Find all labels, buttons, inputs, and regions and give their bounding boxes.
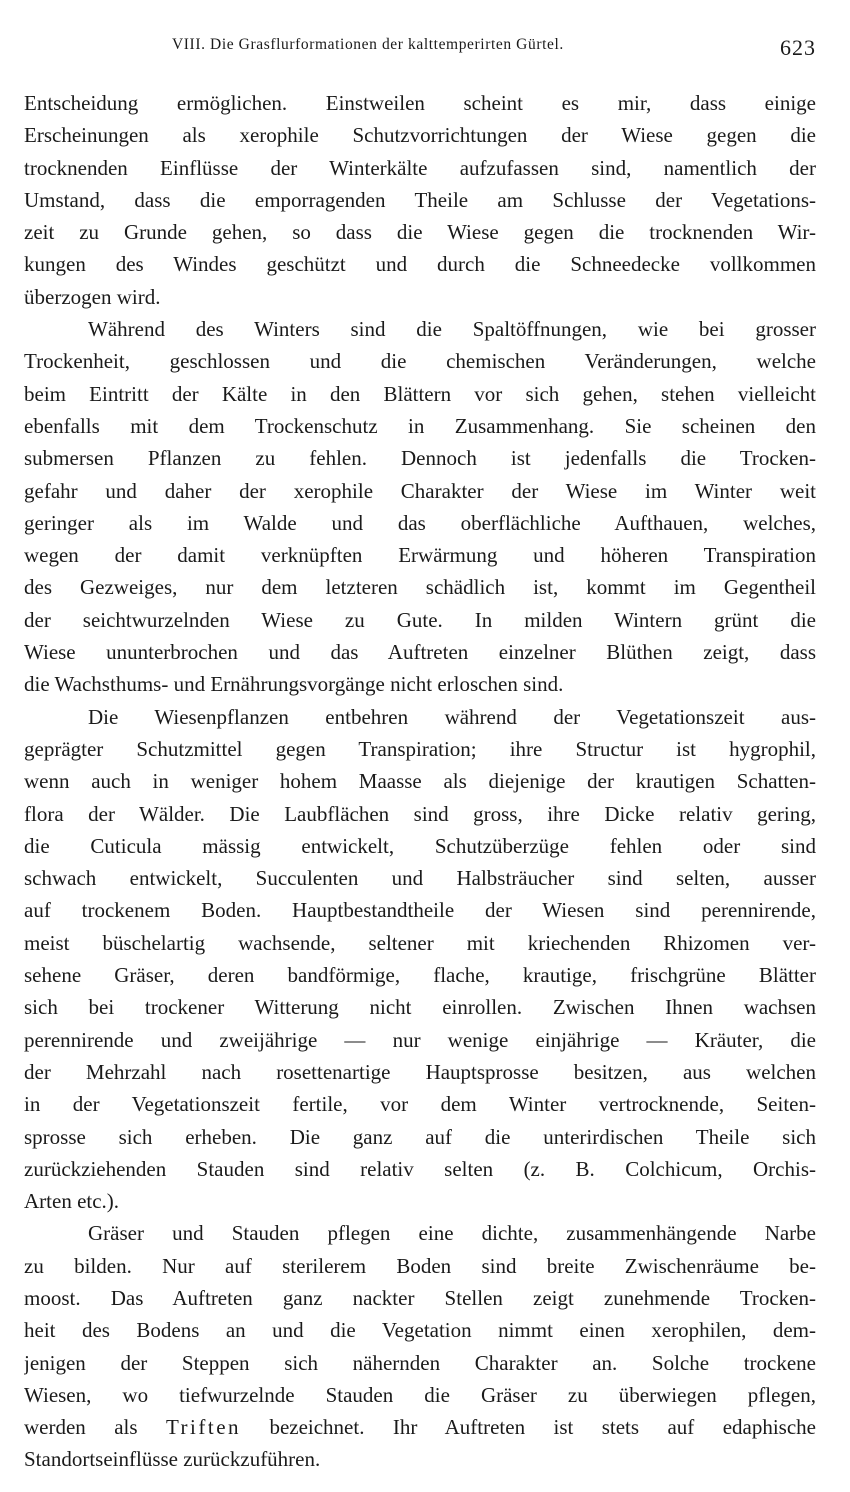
text-line: schwach entwickelt, Succulenten und Halbsträucher sind selten, ausser <box>24 866 816 891</box>
text-line: flora der Wälder. Die Laubflächen sind gross, ihre Dicke relativ gering, <box>24 801 816 826</box>
paragraph-1 <box>24 87 816 313</box>
text-line: sich bei trockener Witterung nicht einrollen. Zwischen Ihnen wachsen <box>24 995 816 1020</box>
text-line: Während des Winters sind die Spaltöffnungen, wie bei grosser <box>88 317 816 342</box>
body-text <box>24 87 816 1476</box>
text-fragment: bezeichnet. Ihr Auftreten ist stets auf edaphische <box>241 1415 816 1440</box>
running-title: VIII. Die Grasflurformationen der kalttemperirten Gürtel. <box>172 36 564 53</box>
text-line: meist büschelartig wachsende, seltener mit kriechenden Rhizomen ver- <box>24 930 816 955</box>
text-line: moost. Das Auftreten ganz nackter Stellen zeigt zunehmende Trocken- <box>24 1285 816 1310</box>
text-line: in der Vegetationszeit fertile, vor dem Winter vertrocknende, Seiten- <box>24 1092 816 1117</box>
text-line: perennirende und zweijährige — nur wenige einjährige — Kräuter, die <box>24 1027 816 1052</box>
text-line <box>24 1411 816 1443</box>
text-line: die Wachsthums- und Ernährungsvorgänge nicht erloschen sind. <box>24 672 564 697</box>
text-line: gefahr und daher der xerophile Charakter der Wiese im Winter weit <box>24 478 816 503</box>
text-line: geprägter Schutzmittel gegen Transpiration; ihre Structur ist hygrophil, <box>24 736 816 761</box>
text-line: submersen Pflanzen zu fehlen. Dennoch ist jedenfalls die Trocken- <box>24 446 816 471</box>
text-line: zeit zu Grunde gehen, so dass die Wiese gegen die trocknenden Wir- <box>24 220 816 245</box>
text-line: kungen des Windes geschützt und durch die Schneedecke vollkommen <box>24 252 816 277</box>
page-number: 623 <box>780 35 816 60</box>
text-line: Die Wiesenpflanzen entbehren während der Vegetationszeit aus- <box>88 704 816 729</box>
text-line: auf trockenem Boden. Hauptbestandtheile der Wiesen sind perennirende, <box>24 898 816 923</box>
text-line: Gräser und Stauden pflegen eine dichte, zusammenhängende Narbe <box>88 1221 816 1246</box>
text-line: überzogen wird. <box>24 284 161 309</box>
text-line: sehene Gräser, deren bandförmige, flache, krautige, frischgrüne Blätter <box>24 963 816 988</box>
text-fragment: werden als <box>24 1415 166 1440</box>
text-line: Entscheidung ermöglichen. Einstweilen scheint es mir, dass einige <box>24 91 816 115</box>
spaced-term: Triften <box>165 1415 242 1440</box>
text-line: wegen der damit verknüpften Erwärmung und höheren Transpiration <box>24 543 816 568</box>
text-line: Standortseinflüsse zurückzuführen. <box>24 1447 321 1472</box>
text-line: Wiesen, wo tiefwurzelnde Stauden die Gräser zu überwiegen pflegen, <box>24 1382 816 1407</box>
text-line: Arten etc.). <box>24 1189 120 1214</box>
text-line: Erscheinungen als xerophile Schutzvorrichtungen der Wiese gegen die <box>24 123 816 148</box>
text-line: der seichtwurzelnden Wiese zu Gute. In milden Wintern grünt die <box>24 607 816 632</box>
text-line: die Cuticula mässig entwickelt, Schutzüberzüge fehlen oder sind <box>24 833 816 858</box>
text-line: sprosse sich erheben. Die ganz auf die unterirdischen Theile sich <box>24 1124 816 1149</box>
text-line: heit des Bodens an und die Vegetation nimmt einen xerophilen, dem- <box>24 1318 816 1343</box>
text-line: ebenfalls mit dem Trockenschutz in Zusammenhang. Sie scheinen den <box>24 413 816 438</box>
text-line: wenn auch in weniger hohem Maasse als diejenige der krautigen Schatten- <box>24 769 816 794</box>
text-line: jenigen der Steppen sich nähernden Charakter an. Solche trockene <box>24 1350 816 1375</box>
text-line: trocknenden Einflüsse der Winterkälte aufzufassen sind, namentlich der <box>24 155 816 180</box>
paragraph-2 <box>24 313 816 701</box>
text-line: Trockenheit, geschlossen und die chemischen Veränderungen, welche <box>24 349 816 374</box>
text-line: Wiese ununterbrochen und das Auftreten einzelner Blüthen zeigt, dass <box>24 640 816 665</box>
text-line: des Gezweiges, nur dem letzteren schädlich ist, kommt im Gegentheil <box>24 575 816 600</box>
text-line: zu bilden. Nur auf sterilerem Boden sind breite Zwischenräume be- <box>24 1253 816 1278</box>
text-line: der Mehrzahl nach rosettenartige Hauptsprosse besitzen, aus welchen <box>24 1059 816 1084</box>
paragraph-4 <box>24 1217 816 1475</box>
text-line: beim Eintritt der Kälte in den Blättern vor sich gehen, stehen vielleicht <box>24 381 816 406</box>
text-line: Umstand, dass die emporragenden Theile am Schlusse der Vegetations- <box>24 187 816 212</box>
running-head <box>0 36 850 64</box>
text-line: zurückziehenden Stauden sind relativ selten (z. B. Colchicum, Orchis- <box>24 1156 816 1181</box>
text-line: geringer als im Walde und das oberflächliche Aufthauen, welches, <box>24 510 816 535</box>
paragraph-3 <box>24 701 816 1218</box>
